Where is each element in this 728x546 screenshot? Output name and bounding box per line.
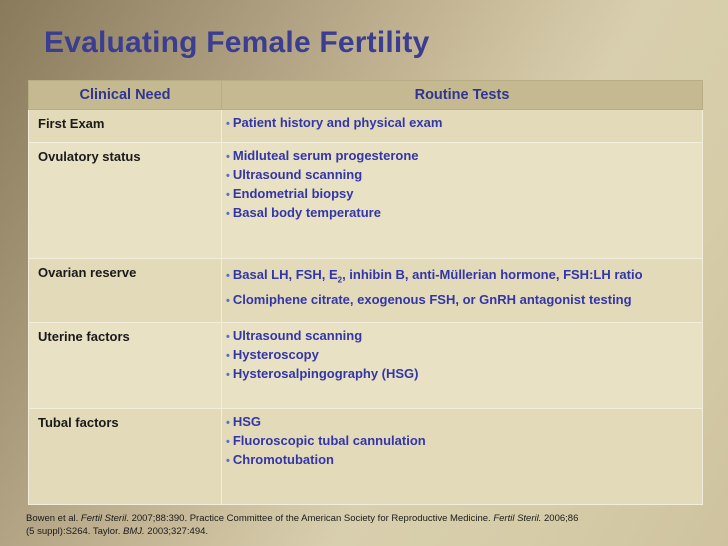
bullet-icon: • — [226, 369, 230, 381]
fertility-table — [28, 80, 703, 505]
table-row — [29, 323, 703, 409]
list-item: • Patient history and physical exam — [226, 115, 443, 130]
list-item: • Basal body temperature — [226, 205, 381, 220]
clinical-need-ovulatory-status: Ovulatory status — [38, 149, 141, 164]
bullet-icon: • — [226, 350, 230, 362]
list-item: • Clomiphene citrate, exogenous FSH, or GnRH antagonist testing — [226, 291, 632, 307]
list-item: • Endometrial biopsy — [226, 186, 354, 201]
bullet-icon: • — [226, 417, 230, 429]
bullet-icon: • — [226, 151, 230, 163]
bullet-icon: • — [226, 208, 230, 220]
clinical-need-uterine-factors: Uterine factors — [38, 329, 130, 344]
list-item: • Ultrasound scanning — [226, 328, 363, 343]
list-item: • Fluoroscopic tubal cannulation — [226, 433, 426, 448]
reference-citation: Bowen et al. Fertil Steril. 2007;88:390. Practice Committee of the American Society for Reproductive Medicine. Fertil Steril. 2006;86 (5 suppl):S264. Taylor. BMJ. 2003;327:494. — [26, 513, 579, 537]
header-routine-tests: Routine Tests — [222, 81, 703, 110]
list-item: • HSG — [226, 414, 262, 429]
list-item: • Ultrasound scanning — [226, 167, 363, 182]
bullet-icon: • — [226, 270, 230, 282]
clinical-need-first-exam: First Exam — [38, 116, 105, 131]
bullet-icon: • — [226, 436, 230, 448]
list-item: • Basal LH, FSH, $E_2$, inhibin B, anti-Müllerian hormone, FSH:LH ratio — [226, 267, 643, 285]
table-row — [29, 110, 703, 143]
bullet-icon: • — [226, 455, 230, 467]
bullet-icon: • — [226, 170, 230, 182]
bullet-icon: • — [226, 331, 230, 343]
list-item: • Chromotubation — [226, 452, 334, 467]
table-row — [29, 259, 703, 323]
tests-list — [222, 259, 702, 311]
tests-list — [222, 143, 702, 223]
slide-title: Evaluating Female Fertility — [44, 26, 430, 59]
list-item: • Midluteal serum progesterone — [226, 148, 419, 163]
table-row — [29, 409, 703, 505]
bullet-icon: • — [226, 189, 230, 201]
tests-list — [222, 323, 702, 384]
bullet-icon: • — [226, 294, 230, 307]
clinical-need-tubal-factors: Tubal factors — [38, 415, 119, 430]
header-clinical-need: Clinical Need — [29, 81, 222, 110]
tests-list — [222, 409, 702, 470]
tests-list — [222, 110, 702, 133]
table-row — [29, 143, 703, 259]
list-item: • Hysterosalpingography (HSG) — [226, 366, 419, 381]
list-item: • Hysteroscopy — [226, 347, 319, 362]
bullet-icon: • — [226, 118, 230, 130]
table-header-row — [29, 81, 703, 110]
clinical-need-ovarian-reserve: Ovarian reserve — [38, 265, 137, 280]
